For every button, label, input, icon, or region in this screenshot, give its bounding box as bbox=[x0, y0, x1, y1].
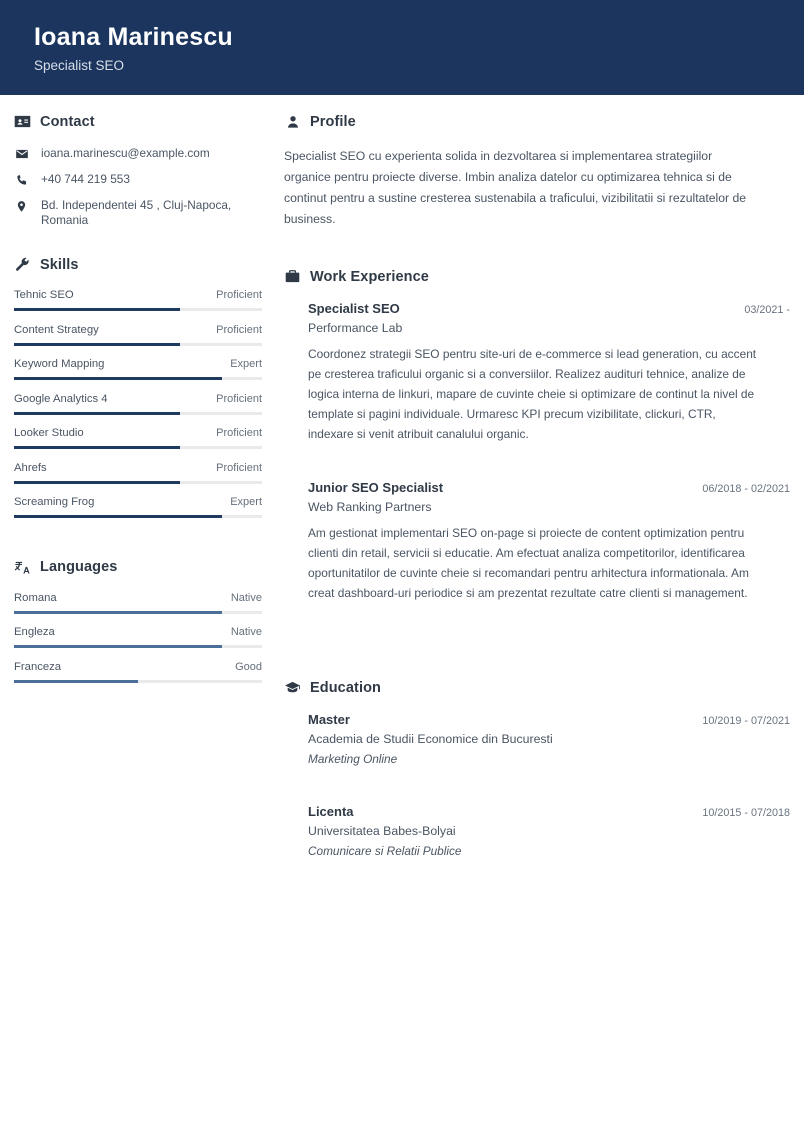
work-company: Performance Lab bbox=[308, 321, 403, 335]
skills-section bbox=[14, 256, 262, 531]
skill-row-fill bbox=[14, 446, 180, 449]
work-role: Junior SEO Specialist bbox=[308, 480, 444, 495]
education-entry bbox=[284, 712, 790, 766]
skill-row-track bbox=[14, 515, 262, 518]
language-row bbox=[14, 592, 262, 614]
sidebar bbox=[0, 95, 276, 723]
skill-row-labels bbox=[14, 358, 262, 370]
education-entry bbox=[284, 804, 790, 858]
skill-row-name: Content Strategy bbox=[14, 323, 99, 336]
skills-heading-label: Skills bbox=[40, 256, 79, 273]
header-subtitle: Specialist SEO bbox=[34, 58, 125, 73]
resume-body bbox=[0, 95, 804, 880]
skill-row-track bbox=[14, 412, 262, 415]
work-section-heading bbox=[284, 268, 790, 285]
languages-heading-label: Languages bbox=[40, 559, 118, 575]
contact-section bbox=[14, 113, 262, 228]
skill-row-level: Expert bbox=[230, 358, 262, 370]
language-row-labels bbox=[14, 592, 262, 604]
resume-header bbox=[0, 0, 804, 95]
skill-row-track bbox=[14, 343, 262, 346]
work-entry-header bbox=[308, 301, 790, 316]
skill-row-labels bbox=[14, 289, 262, 301]
skill-row-track bbox=[14, 308, 262, 311]
skill-row bbox=[14, 393, 262, 415]
skill-row bbox=[14, 324, 262, 346]
education-entry-header bbox=[308, 804, 790, 819]
skill-row-fill bbox=[14, 515, 222, 518]
contact-address-row bbox=[14, 198, 262, 228]
education-degree: Master bbox=[308, 712, 350, 727]
languages-section bbox=[14, 559, 262, 696]
location-pin-icon bbox=[14, 198, 29, 214]
education-school: Universitatea Babes-Bolyai bbox=[308, 824, 456, 838]
skill-row-fill bbox=[14, 481, 180, 484]
language-row-name: Romana bbox=[14, 591, 57, 604]
language-row-level: Native bbox=[230, 626, 262, 638]
skill-row bbox=[14, 427, 262, 449]
graduation-cap-icon bbox=[284, 679, 301, 696]
language-row-labels bbox=[14, 626, 262, 638]
contact-email-text: ioana.marinescu@example.com bbox=[41, 146, 210, 160]
contact-phone-text: +40 744 219 553 bbox=[41, 172, 130, 186]
spacer bbox=[284, 466, 790, 480]
person-icon bbox=[284, 113, 301, 130]
work-entry-header bbox=[308, 480, 790, 495]
skill-row bbox=[14, 462, 262, 484]
skill-row-labels bbox=[14, 462, 262, 474]
language-row-level: Native bbox=[230, 591, 262, 604]
main-column bbox=[276, 95, 804, 880]
spacer bbox=[284, 252, 790, 268]
skill-row-level: Expert bbox=[230, 496, 262, 508]
skill-row-level: Proficient bbox=[216, 427, 262, 439]
language-row-fill bbox=[14, 611, 222, 614]
education-entry-header bbox=[308, 712, 790, 727]
skills-section-heading bbox=[14, 256, 262, 273]
education-degree: Licenta bbox=[308, 804, 354, 819]
skill-row-labels bbox=[14, 393, 262, 405]
work-description: Coordonez strategii SEO pentru site-uri de e-commerce si lead generation, cu accent pe cresterea traficului organic si a conversiilor. Realizez audituri tehnice, analize de logica interna de linkuri, mapare de cuvinte cheie si optimizare de continut la nivel de template si pagini individuale. Urmaresc KPI precum vizibilitate, clickuri, CTR, indexare si venit atribuit canalului organic. bbox=[308, 347, 757, 441]
work-date: 03/2021 - bbox=[744, 304, 790, 316]
skill-row-labels bbox=[14, 496, 262, 508]
languages-section-heading bbox=[14, 559, 262, 576]
skill-row-fill bbox=[14, 343, 180, 346]
skill-row-level: Proficient bbox=[216, 392, 262, 405]
education-date: 10/2015 - 07/2018 bbox=[702, 807, 790, 819]
skill-row bbox=[14, 358, 262, 380]
skill-row bbox=[14, 496, 262, 518]
skill-row-fill bbox=[14, 377, 222, 380]
skill-row-name: Ahrefs bbox=[14, 461, 47, 474]
skill-row-labels bbox=[14, 427, 262, 439]
language-row-fill bbox=[14, 680, 138, 683]
profile-section bbox=[284, 113, 790, 230]
spacer bbox=[284, 788, 790, 804]
envelope-icon bbox=[14, 146, 29, 161]
skill-row-track bbox=[14, 446, 262, 449]
contact-address-text: Bd. Independentei 45 , Cluj-Napoca, Romania bbox=[41, 198, 232, 227]
work-experience-section bbox=[284, 268, 790, 603]
work-entry bbox=[284, 480, 790, 603]
skill-row-level: Proficient bbox=[216, 289, 262, 301]
language-row-name: Engleza bbox=[14, 626, 55, 638]
language-row-level: Good bbox=[235, 660, 262, 673]
skill-row-level: Proficient bbox=[216, 461, 262, 474]
education-school: Academia de Studii Economice din Bucuresti bbox=[308, 732, 553, 746]
skill-row-name: Screaming Frog bbox=[14, 496, 95, 508]
education-field: Marketing Online bbox=[308, 752, 398, 766]
phone-icon bbox=[14, 172, 29, 187]
work-heading-label: Work Experience bbox=[310, 268, 429, 285]
language-row-name: Franceza bbox=[14, 660, 62, 673]
language-row-labels bbox=[14, 661, 262, 673]
work-role: Specialist SEO bbox=[308, 301, 400, 316]
contact-heading-label: Contact bbox=[40, 113, 95, 130]
skill-row-fill bbox=[14, 308, 180, 311]
page-title: Ioana Marinescu bbox=[34, 23, 233, 51]
language-row-track bbox=[14, 680, 262, 683]
skill-row-fill bbox=[14, 412, 180, 415]
work-entry bbox=[284, 301, 790, 444]
contact-card-icon bbox=[14, 113, 31, 130]
skills-list bbox=[14, 289, 262, 531]
skill-row-labels bbox=[14, 324, 262, 336]
education-section bbox=[284, 679, 790, 858]
contact-section-heading bbox=[14, 113, 262, 130]
work-description: Am gestionat implementari SEO on-page si proiecte de content optimization pentru clienti din retail, servicii si educatie. Am efectuat analiza competitorilor, identificarea oportunitatilor de cuvinte cheie si recomandari pentru arhitectura informationala. Am creat dashboard-uri periodice si am prezentat rezultate catre clienti si management. bbox=[308, 526, 749, 600]
skill-row-name: Tehnic SEO bbox=[14, 289, 74, 301]
spacer bbox=[284, 625, 790, 679]
language-row-track bbox=[14, 611, 262, 614]
skill-row-name: Looker Studio bbox=[14, 427, 84, 439]
translate-icon bbox=[14, 559, 31, 576]
profile-text: Specialist SEO cu experienta solida in dezvoltarea si implementarea strategiilor organice pentru proiecte diverse. Imbin analiza datelor cu optimizarea tehnica si de continut pentru a sustine cresterea sustenabila a traficului, vizibilitatii si rezultatelor de business. bbox=[284, 149, 747, 226]
language-row-fill bbox=[14, 645, 222, 648]
contact-list bbox=[14, 146, 262, 228]
contact-phone-row[interactable] bbox=[14, 172, 262, 187]
skill-row-level: Proficient bbox=[216, 323, 262, 336]
skill-row-name: Keyword Mapping bbox=[14, 358, 105, 370]
language-row bbox=[14, 661, 262, 683]
languages-list bbox=[14, 592, 262, 696]
contact-email-row[interactable] bbox=[14, 146, 262, 161]
education-heading-label: Education bbox=[310, 679, 381, 696]
wrench-icon bbox=[14, 256, 31, 273]
briefcase-icon bbox=[284, 268, 301, 285]
work-date: 06/2018 - 02/2021 bbox=[702, 483, 790, 495]
language-row bbox=[14, 626, 262, 648]
education-field: Comunicare si Relatii Publice bbox=[308, 844, 462, 858]
education-section-heading bbox=[284, 679, 790, 696]
skill-row bbox=[14, 289, 262, 311]
profile-heading-label: Profile bbox=[310, 113, 356, 130]
work-company: Web Ranking Partners bbox=[308, 500, 432, 514]
profile-section-heading bbox=[284, 113, 790, 130]
skill-row-track bbox=[14, 377, 262, 380]
skill-row-track bbox=[14, 481, 262, 484]
language-row-track bbox=[14, 645, 262, 648]
skill-row-name: Google Analytics 4 bbox=[14, 392, 108, 405]
education-date: 10/2019 - 07/2021 bbox=[702, 715, 790, 727]
